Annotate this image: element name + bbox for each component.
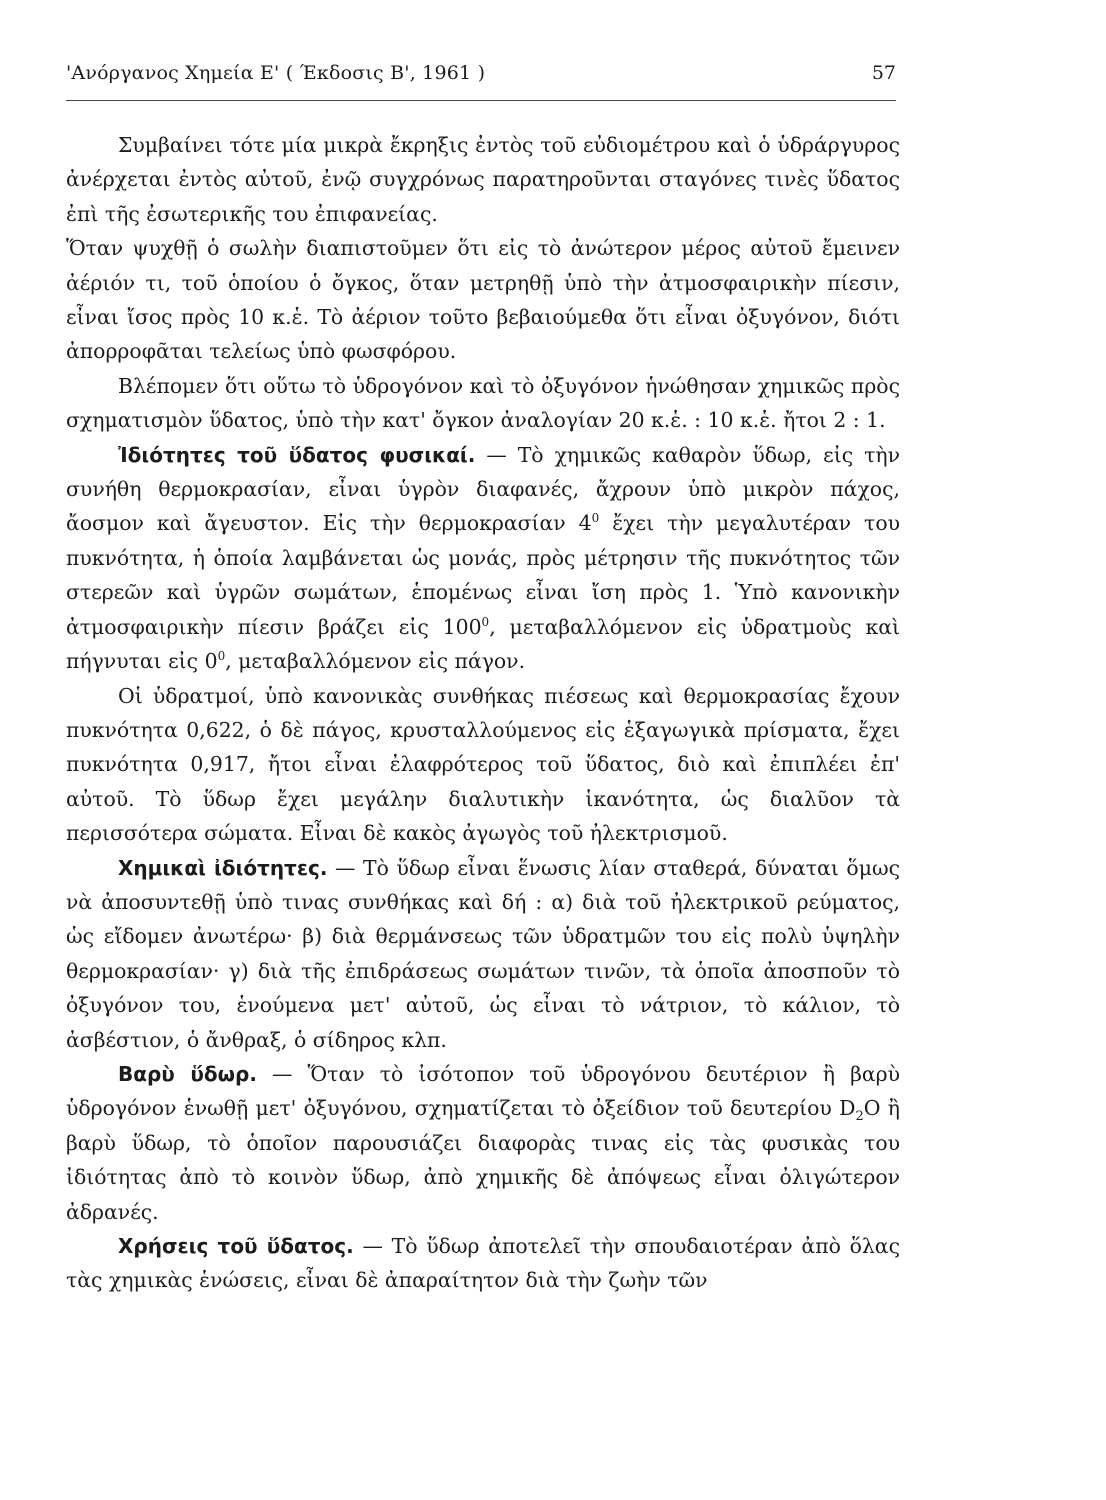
degree-superscript: 0 (591, 511, 600, 526)
section-heading-heavy-water: Βαρὺ ὕδωρ. (118, 1061, 257, 1086)
paragraph-uses-of-water (66, 1229, 900, 1298)
degree-superscript: 0 (217, 649, 226, 664)
paragraph-text: — Τὸ ὕδωρ ἀποτελεῖ τὴν σπουδαιοτέραν ἀπὸ ὅλας τὰς χημικὰς ἑνώσεις, εἶναι δὲ ἀπαραίτητον διὰ τὴν ζωὴν τῶν (66, 1234, 900, 1293)
paragraph-text: O ἢ βαρὺ ὕδωρ, τὸ ὁποῖον παρουσιάζει διαφορὰς τινας εἰς τὰς φυσικὰς του ἰδιότητας ἀπὸ τὸ κοινὸν ὕδωρ, ἀπὸ χημικῆς δὲ ἀπόψεως εἶναι ὀλιγώτερον ἀδρανές. (66, 1096, 900, 1224)
paragraph-heavy-water (66, 1057, 900, 1229)
page-number: 57 (871, 62, 896, 84)
paragraph-text: ἔχει τὴν μεγαλυτέραν του πυκνότητα, ἡ ὁποία λαμβάνεται ὡς μονάς, πρὸς μέτρησιν τῆς πυκνότητος τῶν στερεῶν καὶ ὑγρῶν σωμάτων, ἑπομένως εἶναι ἴση πρὸς 1. Ὑπὸ κανονικὴν ἀτμοσφαιρικὴν πίεσιν βράζει εἰς 100 (66, 511, 900, 639)
paragraph-physical-properties (66, 438, 900, 679)
header-divider (66, 100, 896, 101)
running-header (66, 62, 896, 98)
paragraph-text: , μεταβαλλόμενον εἰς πάγον. (225, 649, 526, 674)
header-title: 'Ανόργανος Χημεία Ε' ( Έκδοσις Β', 1961 ) (66, 62, 486, 84)
paragraph-text: — Ὅταν τὸ ἰσότοπον τοῦ ὑδρογόνου δευτέριον ἢ βαρὺ ὑδρογόνον ἑνωθῇ μετ' ὀξυγόνου, σχηματίζεται τὸ ὀξείδιον τοῦ δευτερίου D (66, 1061, 901, 1121)
paragraph-text: Ὅταν ψυχθῇ ὁ σωλὴν διαπιστοῦμεν ὅτι εἰς τὸ ἀνώτερον μέρος αὐτοῦ ἔμεινεν ἀέριόν τι, τοῦ ὁποίου ὁ ὄγκος, ὅταν μετρηθῇ ὑπὸ τὴν ἀτμοσφαιρικὴν πίεσιν, εἶναι ἴσος πρὸς 10 κ.ἑ. Τὸ ἀέριον τοῦτο βεβαιούμεθα ὅτι εἶναι ὀξυγόνον, διότι ἀπορροφᾶται τελείως ὑπὸ φωσφόρου. (66, 236, 900, 364)
section-heading-physical-properties: Ἰδιότητες τοῦ ὕδατος φυσικαί. (118, 442, 476, 467)
section-heading-chemical-properties: Χημικαὶ ἰδιότητες. (118, 855, 328, 880)
section-heading-uses-of-water: Χρήσεις τοῦ ὕδατος. (118, 1234, 354, 1258)
paragraph-volume-ratio (66, 369, 900, 438)
paragraph-text: Συμβαίνει τότε μία μικρὰ ἔκρηξις ἐντὸς τοῦ εὐδιομέτρου καὶ ὁ ὑδράργυρος ἀνέρχεται ἐντὸς αὐτοῦ, ἐνῷ συγχρόνως παρατηροῦνται σταγόνες τινὲς ὕδατος ἐπὶ τῆς ἐσωτερικῆς του ἐπιφανείας. (66, 133, 900, 226)
degree-superscript: 0 (481, 614, 490, 629)
paragraph-vapour-ice-density (66, 679, 900, 851)
paragraph-eudiometer-explosion (66, 128, 900, 231)
paragraph-text: , μεταβαλλόμενον εἰς ὑδρατμοὺς καὶ πήγνυται εἰς 0 (66, 614, 900, 674)
paragraph-chemical-properties (66, 851, 900, 1057)
paragraph-text: Βλέπομεν ὅτι οὕτω τὸ ὑδρογόνον καὶ τὸ ὀξυγόνον ἡνώθησαν χημικῶς πρὸς σχηματισμὸν ὕδατος, ὑπὸ τὴν κατ' ὄγκον ἀναλογίαν 20 κ.ἑ. : 10 κ.ἑ. ἤτοι 2 : 1. (66, 373, 900, 433)
body-text (66, 128, 900, 1298)
paragraph-oxygen-residue (66, 231, 900, 369)
paragraph-text: Οἱ ὑδρατμοί, ὑπὸ κανονικὰς συνθήκας πιέσεως καὶ θερμοκρασίας ἔχουν πυκνότητα 0,622, ὁ δὲ πάγος, κρυσταλλούμενος εἰς ἑξαγωγικὰ πρίσματα, ἔχει πυκνότητα 0,917, ἤτοι εἶναι ἐλαφρότερος τοῦ ὕδατος, διὸ καὶ ἐπιπλέει ἐπ' αὐτοῦ. Τὸ ὕδωρ ἔχει μεγάλην διαλυτικὴν ἱκανότητα, ὡς διαλῦον τὰ περισσότερα σώματα. Εἶναι δὲ κακὸς ἀγωγὸς τοῦ ἠλεκτρισμοῦ. (66, 683, 900, 846)
paragraph-text: — Τὸ ὕδωρ εἶναι ἕνωσις λίαν σταθερά, δύναται ὅμως νὰ ἀποσυντεθῇ ὑπὸ τινας συνθήκας καὶ δή : α) διὰ τοῦ ἠλεκτρικοῦ ρεύματος, ὡς εἴδομεν ἀνωτέρω· β) διὰ θερμάνσεως τῶν ὑδρατμῶν του εἰς πολὺ ὑψηλὴν θερμοκρασίαν· γ) διὰ τῆς ἐπιδράσεως σωμάτων τινῶν, τὰ ὁποῖα ἀποσποῦν τὸ ὀξυγόνον του, ἑνούμενα μετ' αὐτοῦ, ὡς εἶναι τὸ νάτριον, τὸ κάλιον, τὸ ἀσβέστιον, ὁ ἄνθραξ, ὁ σίδηρος κλπ. (66, 855, 900, 1052)
paragraph-text: — Τὸ χημικῶς καθαρὸν ὕδωρ, εἰς τὴν συνήθη θερμοκρασίαν, εἶναι ὑγρὸν διαφανές, ἄχρουν ὑπὸ μικρὸν πάχος, ἄοσμον καὶ ἄγευστον. Εἰς τὴν θερμοκρασίαν 4 (66, 442, 900, 536)
subscript-two: 2 (855, 1109, 864, 1125)
